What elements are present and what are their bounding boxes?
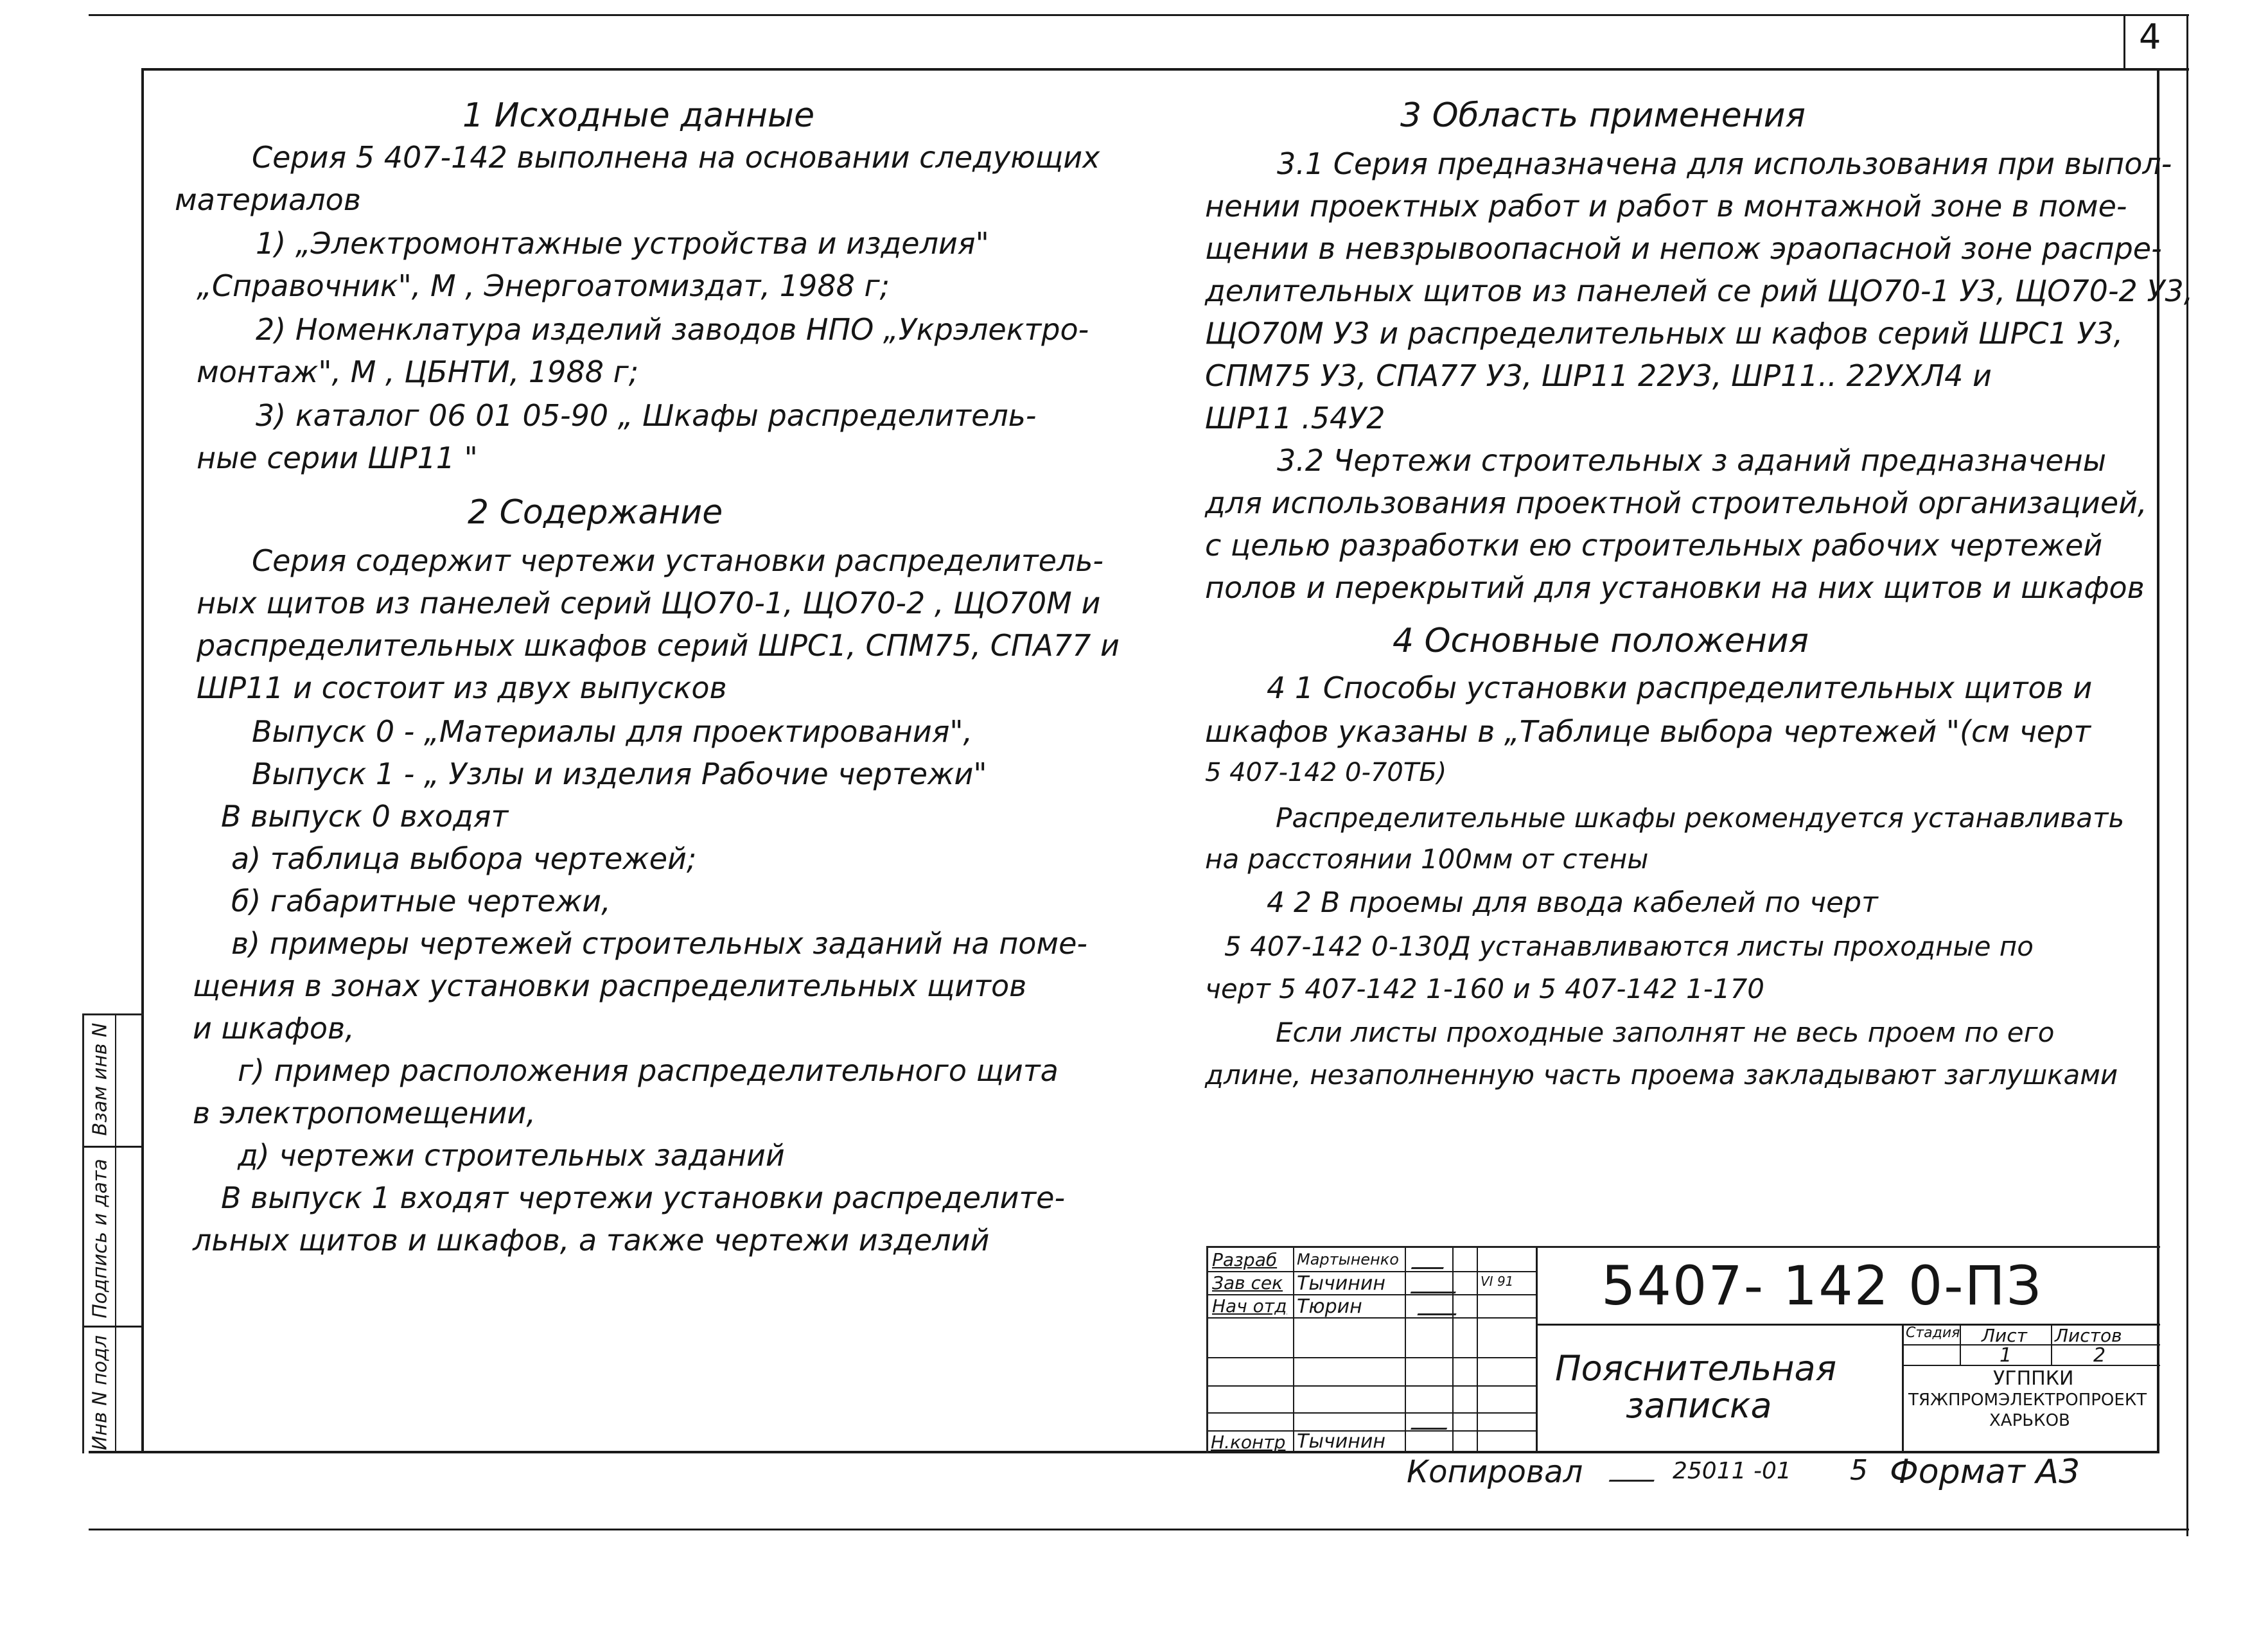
signature-3 <box>1417 1299 1461 1315</box>
sheets-label: Листов <box>2055 1325 2122 1346</box>
doc-title-1: Пояснительная <box>1555 1348 1837 1389</box>
s4-line-7: 5 407-142 0-130Д устанавливаются листы проходные по <box>1224 931 2034 962</box>
s2-line-10: в) примеры чертежей строительных заданий на поме- <box>231 926 1088 961</box>
role-2: Зав сек <box>1212 1272 1283 1293</box>
s3-line-10: с целью разработки ею строительных рабочих чертежей <box>1205 528 2103 563</box>
role-4-name: Тычинин <box>1297 1430 1385 1453</box>
s3-line-8: 3.2 Чертежи строительных з аданий предназначены <box>1277 443 2107 478</box>
frame-top <box>143 68 2189 71</box>
signature-2 <box>1411 1275 1463 1293</box>
s2-line-7: В выпуск 0 входят <box>221 799 509 834</box>
s2-line-13: г) пример расположения распределительного щита <box>238 1053 1059 1088</box>
s2-line-1: Серия содержит чертежи установки распределитель- <box>252 543 1104 578</box>
s2-line-3: распределительных шкафов серий ШРС1, СПМ75, СПА77 и <box>197 628 1120 663</box>
s1-line-8: ные серии ШР11 " <box>197 441 478 475</box>
s2-line-17: льных щитов и шкафов, а также чертежи изделий <box>193 1223 990 1258</box>
s4-line-5: на расстоянии 100мм от стены <box>1205 843 1649 875</box>
s3-line-2: нении проектных работ и работ в монтажной зоне в поме- <box>1205 189 2127 224</box>
s1-line-7: 3) каталог 06 01 05-90 „ Шкафы распределитель- <box>256 398 1037 433</box>
role-1: Разраб <box>1212 1249 1278 1270</box>
s3-line-7: ШР11 .54У2 <box>1205 401 1385 435</box>
side-stamp <box>82 1013 143 1453</box>
footer-copied: Копировал <box>1407 1454 1583 1490</box>
org-3: ХАРЬКОВ <box>1989 1411 2070 1430</box>
signature-1 <box>1411 1254 1448 1269</box>
s3-line-3: щении в невзрывоопасной и непож эраопасной зоне распре- <box>1205 231 2162 266</box>
side-stamp-col2: Подпись и дата <box>89 1159 112 1319</box>
sheet-number: 4 <box>2139 17 2161 57</box>
bottom-cut-line <box>89 1529 2189 1530</box>
sheet-label: Лист <box>1982 1325 2027 1346</box>
s4-line-4: Распределительные шкафы рекомендуется устанавливать <box>1276 802 2125 834</box>
footer-num: 5 <box>1850 1454 1868 1487</box>
s3-line-1: 3.1 Серия предназначена для использования при выпол- <box>1277 146 2172 181</box>
doc-title-2: записка <box>1626 1385 1772 1426</box>
s3-line-11: полов и перекрытий для установки на них щитов и шкафов <box>1205 570 2145 605</box>
s2-line-11: щения в зонах установки распределительных щитов <box>193 969 1027 1003</box>
section-1-title: 1 Исходные данные <box>462 96 815 135</box>
footer-format: Формат А3 <box>1890 1453 2080 1491</box>
s2-line-4: ШР11 и состоит из двух выпусков <box>197 671 727 705</box>
sheets-value: 2 <box>2093 1344 2106 1367</box>
s1-line-2: материалов <box>175 182 361 217</box>
s2-line-8: а) таблица выбора чертежей; <box>231 841 697 876</box>
section-4-title: 4 Основные положения <box>1393 622 1809 660</box>
footer-order: 25011 -01 <box>1673 1458 1791 1484</box>
s2-line-15: д) чертежи строительных заданий <box>238 1138 785 1173</box>
sheet-value: 1 <box>2000 1344 2012 1367</box>
role-4: Н.контр <box>1211 1432 1286 1453</box>
title-block <box>1206 1246 2160 1453</box>
org-1: УГППКИ <box>1993 1367 2074 1390</box>
s4-line-3: 5 407-142 0-70ТБ) <box>1205 758 1447 787</box>
s3-line-6: СПМ75 У3, СПА77 У3, ШР11 22У3, ШР11.. 22УХЛ4 и <box>1205 358 1992 393</box>
s3-line-5: ЩО70М У3 и распределительных ш кафов серий ШРС1 У3, <box>1205 316 2123 351</box>
s4-line-6: 4 2 В проемы для ввода кабелей по черт <box>1267 886 1878 919</box>
section-3-title: 3 Область применения <box>1400 96 1806 135</box>
s2-line-12: и шкафов, <box>193 1011 355 1046</box>
s4-line-10: длине, незаполненную часть проема закладывают заглушками <box>1205 1059 2118 1091</box>
doc-code: 5407- 142 0-ПЗ <box>1601 1254 2043 1317</box>
s2-line-2: ных щитов из панелей серий ЩО70-1, ЩО70-2 , ЩО70М и <box>197 586 1101 620</box>
s1-line-3: 1) „Электромонтажные устройства и изделия" <box>256 226 989 261</box>
side-stamp-col3: Взам инв N <box>89 1022 112 1136</box>
s1-line-6: монтаж", М , ЦБНТИ, 1988 г; <box>197 355 639 389</box>
role-2-name: Тычинин <box>1297 1272 1385 1295</box>
s4-line-9: Если листы проходные заполнят не весь проем по его <box>1276 1017 2055 1048</box>
role-1-name: Мартыненко <box>1297 1250 1399 1268</box>
top-line <box>89 14 2189 16</box>
outer-right <box>2186 14 2188 1536</box>
stage-label: Стадия <box>1906 1325 1960 1341</box>
role-3-name: Тюрин <box>1297 1295 1362 1318</box>
s2-line-6: Выпуск 1 - „ Узлы и изделия Рабочие чертежи" <box>252 757 987 791</box>
s3-line-4: делительных щитов из панелей се рий ЩО70-1 У3, ЩО70-2 У3, <box>1205 274 2193 308</box>
s4-line-1: 4 1 Способы установки распределительных щитов и <box>1267 671 2093 705</box>
s1-line-5: 2) Номенклатура изделий заводов НПО „Укрэлектро- <box>256 312 1089 347</box>
s2-line-14: в электропомещении, <box>193 1096 536 1130</box>
date-fragment: VI 91 <box>1481 1274 1514 1289</box>
signature-4 <box>1411 1412 1453 1430</box>
org-2: ТЯЖПРОМЭЛЕКТРОПРОЕКТ <box>1908 1390 2147 1410</box>
s1-line-4: „Справочник", М , Энергоатомиздат, 1988 г; <box>197 268 890 303</box>
section-2-title: 2 Содержание <box>468 493 723 532</box>
s4-line-2: шкафов указаны в „Таблице выбора чертежей "(см черт <box>1205 714 2091 749</box>
s3-line-9: для использования проектной строительной организацией, <box>1205 486 2147 520</box>
sheet-box-left <box>2123 14 2125 69</box>
side-stamp-col1: Инв N подл <box>89 1335 112 1451</box>
s4-line-8: черт 5 407-142 1-160 и 5 407-142 1-170 <box>1205 973 1765 1004</box>
footer-signature <box>1609 1463 1661 1482</box>
s2-line-9: б) габаритные чертежи, <box>231 884 611 918</box>
s1-line-1: Серия 5 407-142 выполнена на основании следующих <box>252 140 1100 175</box>
s2-line-5: Выпуск 0 - „Материалы для проектирования", <box>252 714 973 749</box>
s2-line-16: В выпуск 1 входят чертежи установки распределите- <box>221 1180 1066 1215</box>
role-3: Нач отд <box>1212 1295 1287 1317</box>
